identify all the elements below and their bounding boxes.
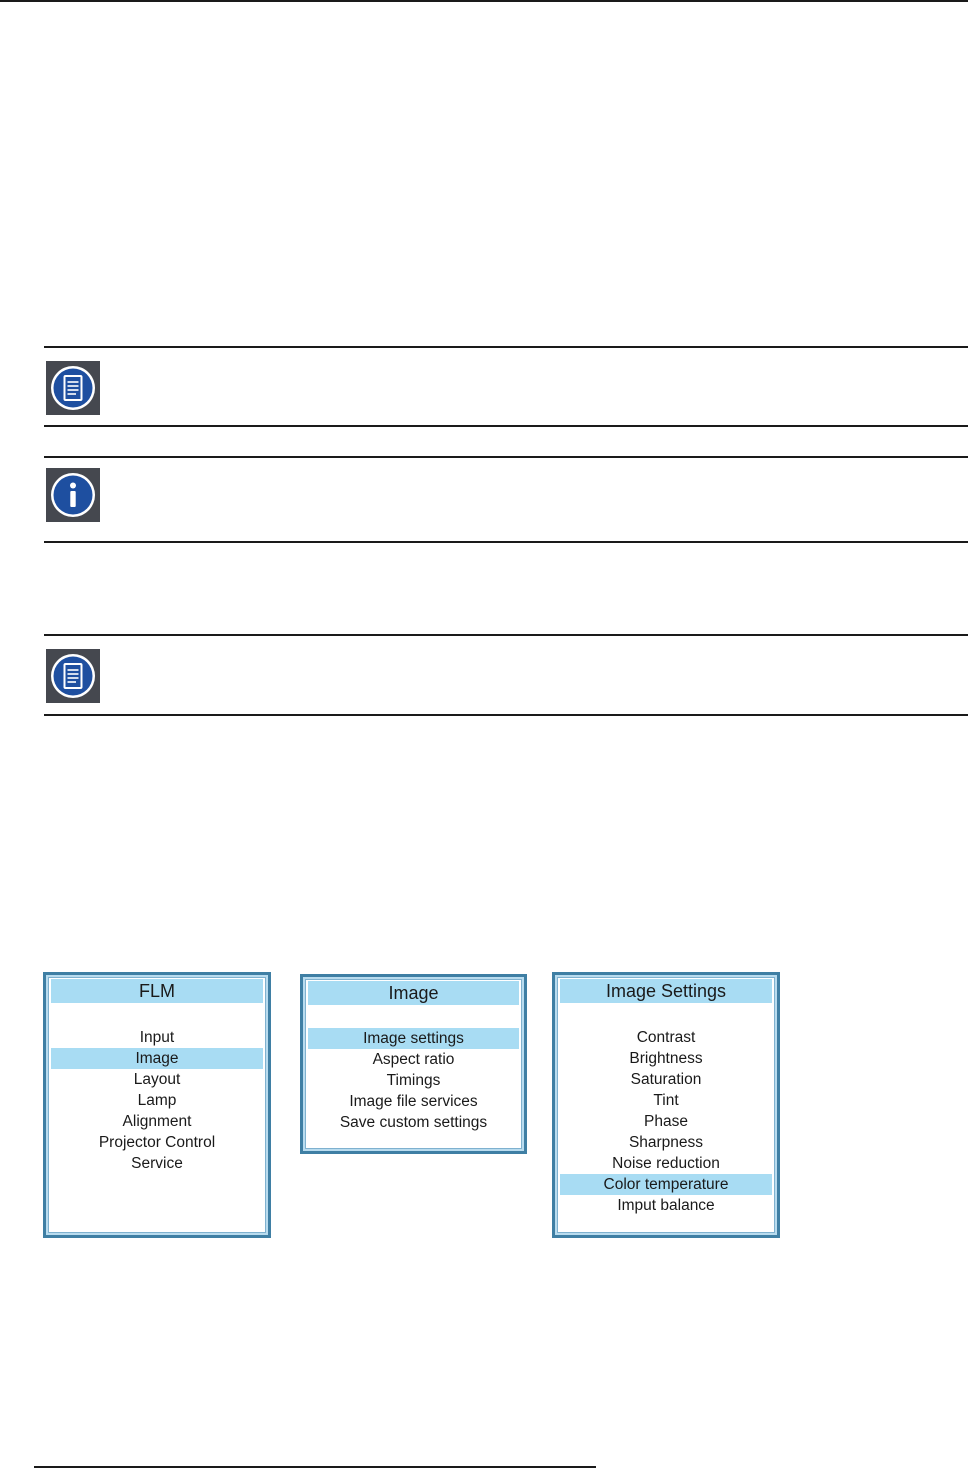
note-1-top-rule	[44, 346, 968, 348]
menu-item-service[interactable]: Service	[131, 1155, 183, 1172]
menu-item-brightness[interactable]: Brightness	[629, 1050, 703, 1067]
flm-menu-items	[51, 1027, 263, 1174]
menu-item-layout[interactable]: Layout	[133, 1071, 181, 1088]
flm-menu	[43, 972, 271, 1238]
menu-item-sharpness[interactable]: Sharpness	[628, 1134, 704, 1151]
menu-item-projector-control[interactable]: Projector Control	[98, 1134, 216, 1151]
menu-item-image-file-services[interactable]: Image file services	[349, 1093, 478, 1110]
image-settings-menu-items	[560, 1027, 772, 1216]
image-settings-menu	[552, 972, 780, 1238]
menu-item-imput-balance[interactable]: Imput balance	[617, 1197, 715, 1214]
menu-item-image-settings[interactable]: Image settings	[308, 1028, 519, 1049]
menu-item-aspect-ratio[interactable]: Aspect ratio	[372, 1051, 455, 1068]
flm-menu-title: FLM	[51, 979, 263, 1003]
note-2-top-rule	[44, 634, 968, 636]
menu-item-phase[interactable]: Phase	[644, 1113, 688, 1130]
note-icon	[46, 361, 100, 415]
info-icon	[46, 468, 100, 522]
note-2-bottom-rule	[44, 714, 968, 716]
footer-rule	[34, 1466, 596, 1468]
menu-item-save-custom-settings[interactable]: Save custom settings	[339, 1114, 488, 1131]
menu-item-timings[interactable]: Timings	[386, 1072, 441, 1089]
image-menu	[300, 974, 527, 1154]
menu-item-tint[interactable]: Tint	[653, 1092, 679, 1109]
image-settings-menu-title: Image Settings	[560, 979, 772, 1003]
menu-item-lamp[interactable]: Lamp	[137, 1092, 177, 1109]
menu-item-contrast[interactable]: Contrast	[636, 1029, 696, 1046]
image-menu-items	[308, 1028, 519, 1133]
top-rule	[0, 0, 968, 2]
menu-item-noise-reduction[interactable]: Noise reduction	[612, 1155, 720, 1172]
menu-item-image[interactable]: Image	[51, 1048, 263, 1069]
info-bottom-rule	[44, 541, 968, 543]
menu-item-alignment[interactable]: Alignment	[122, 1113, 192, 1130]
note-1-bottom-rule	[44, 425, 968, 427]
menu-item-color-temperature[interactable]: Color temperature	[560, 1174, 772, 1195]
note-icon	[46, 649, 100, 703]
info-top-rule	[44, 456, 968, 458]
menu-item-input[interactable]: Input	[139, 1029, 175, 1046]
image-menu-title: Image	[308, 981, 519, 1005]
menu-item-saturation[interactable]: Saturation	[630, 1071, 702, 1088]
